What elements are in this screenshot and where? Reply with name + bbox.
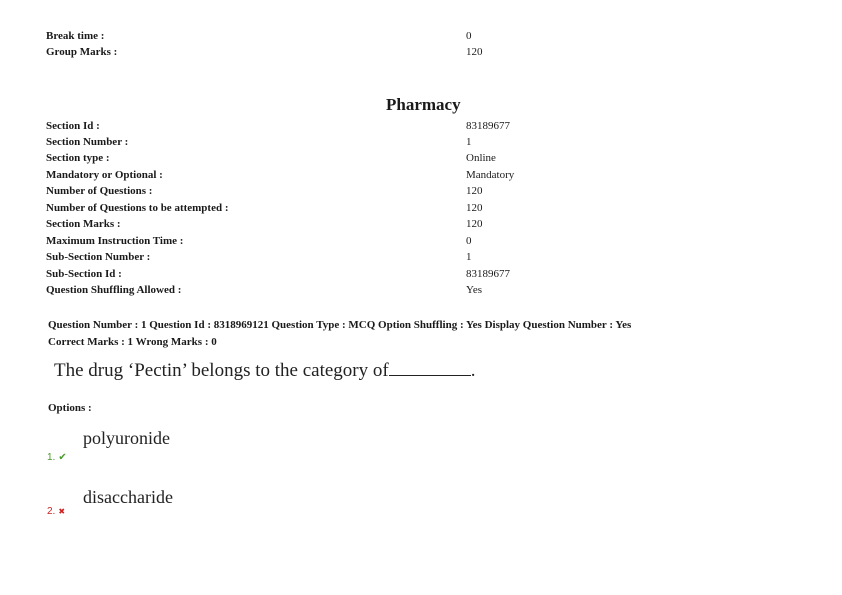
option-1-text: polyuronide bbox=[83, 428, 170, 448]
question-marks-line: Correct Marks : 1 Wrong Marks : 0 bbox=[48, 336, 217, 348]
mandatory-optional-label: Mandatory or Optional : bbox=[46, 169, 163, 181]
break-time-label: Break time : bbox=[46, 30, 105, 42]
questions-to-attempt-value: 120 bbox=[466, 202, 483, 214]
question-stem: The drug ‘Pectin’ belongs to the category of bbox=[54, 360, 389, 381]
section-id-label: Section Id : bbox=[46, 120, 100, 132]
option-2-number bbox=[47, 506, 65, 517]
section-id-value: 83189677 bbox=[466, 120, 510, 132]
option-1-number bbox=[47, 452, 67, 463]
number-of-questions-value: 120 bbox=[466, 185, 483, 197]
question-shuffling-value: Yes bbox=[466, 284, 483, 296]
option-1-number-label: 1. bbox=[47, 452, 56, 463]
answer-blank bbox=[389, 359, 471, 376]
question-shuffling-label: Question Shuffling Allowed : bbox=[46, 284, 182, 296]
mandatory-optional-value: Mandatory bbox=[466, 169, 515, 181]
sub-section-id-value: 83189677 bbox=[466, 268, 510, 280]
break-time-value: 0 bbox=[466, 30, 472, 42]
section-type-label: Section type : bbox=[46, 152, 110, 164]
option-2-text: disaccharide bbox=[83, 487, 173, 507]
sub-section-id-label: Sub-Section Id : bbox=[46, 268, 122, 280]
option-2-number-label: 2. bbox=[47, 506, 56, 517]
group-marks-value: 120 bbox=[466, 46, 483, 58]
number-of-questions-label: Number of Questions : bbox=[46, 185, 153, 197]
section-number-label: Section Number : bbox=[46, 136, 129, 148]
section-marks-value: 120 bbox=[466, 218, 483, 230]
questions-to-attempt-label: Number of Questions to be attempted : bbox=[46, 202, 229, 214]
max-instruction-time-label: Maximum Instruction Time : bbox=[46, 235, 184, 247]
section-title: Pharmacy bbox=[386, 95, 461, 114]
section-type-value: Online bbox=[466, 152, 496, 164]
sub-section-number-value: 1 bbox=[466, 251, 472, 263]
max-instruction-time-value: 0 bbox=[466, 235, 472, 247]
options-label: Options : bbox=[48, 402, 92, 414]
question-meta-line: Question Number : 1 Question Id : 8318969121 Question Type : MCQ Option Shuffling : Yes Display Question Number : Yes bbox=[48, 319, 632, 331]
question-text bbox=[54, 359, 475, 382]
section-marks-label: Section Marks : bbox=[46, 218, 121, 230]
group-marks-label: Group Marks : bbox=[46, 46, 118, 58]
check-icon: ✔ bbox=[58, 452, 67, 463]
sub-section-number-label: Sub-Section Number : bbox=[46, 251, 151, 263]
question-end: . bbox=[470, 360, 476, 381]
section-number-value: 1 bbox=[466, 136, 472, 148]
cross-icon: ✖ bbox=[58, 507, 66, 516]
